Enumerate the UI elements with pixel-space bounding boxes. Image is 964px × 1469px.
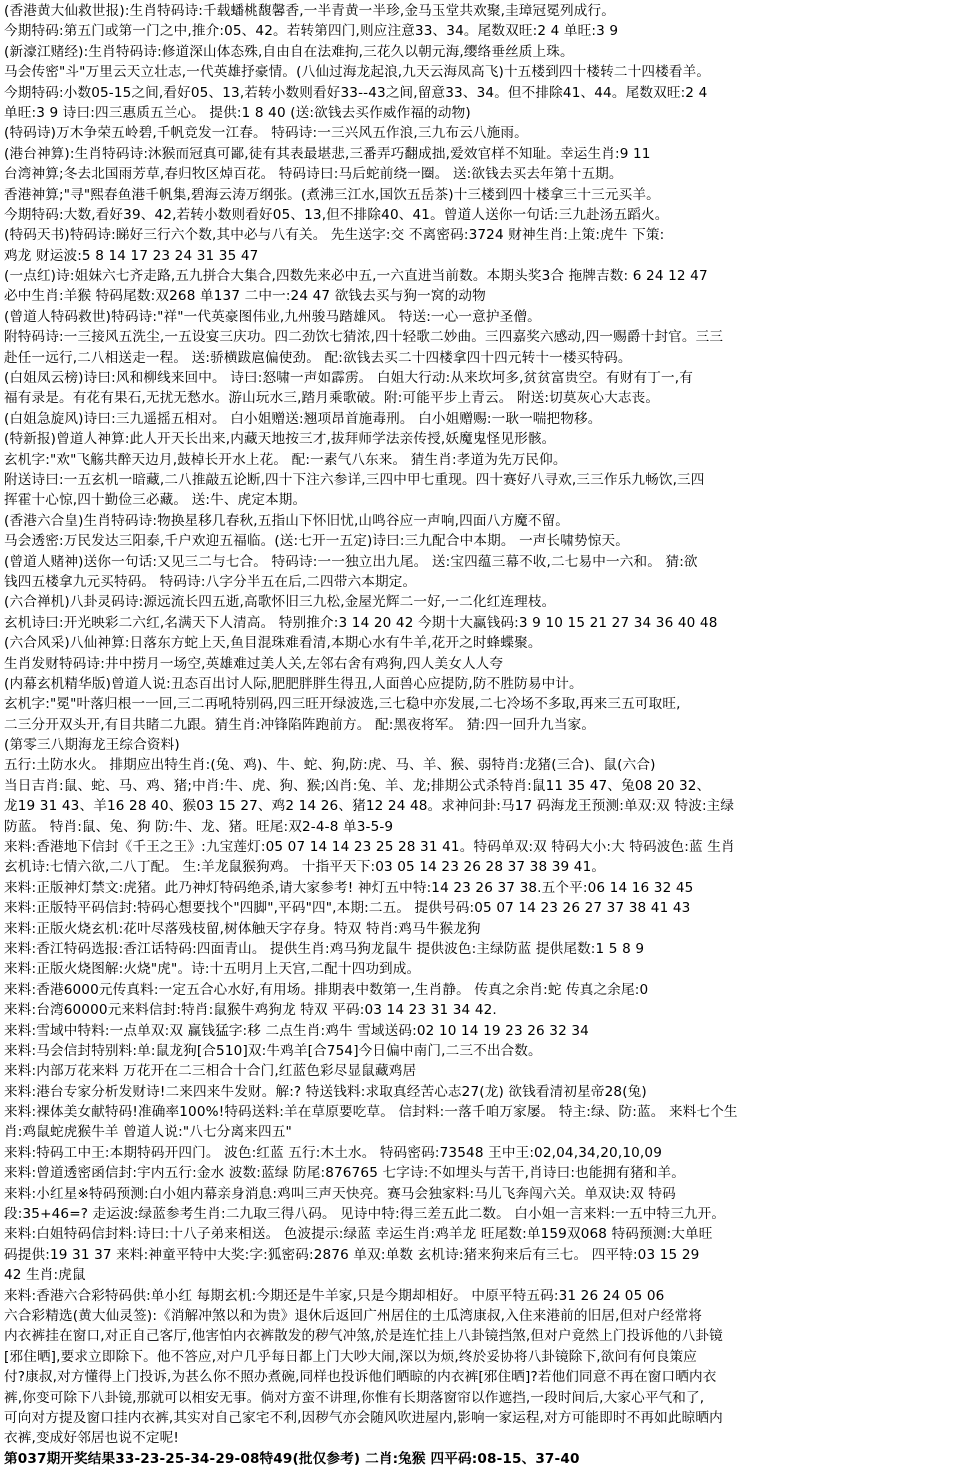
draw-results-footer: 第037期开奖结果33-23-25-34-29-08特49(批仅参考) 二肖:兔猴 四平码:08-15、37-40 [4, 1450, 580, 1467]
text-line: 二三分开双头开,有目共睹二九跟。猜生肖:冲锋陷阵跑前方。 配:黑夜将军。 猜:四一回升九当家。 [4, 716, 596, 733]
text-line: (白姐凤云榜)诗曰:风和柳线来回中。 诗曰:怒啸一声如霹雳。 白姐大行动:从来坎坷多,贫贫富贵空。有财有丁一,有 [4, 370, 693, 387]
text-line: 六合彩精选(黄大仙灵签):《消解冲煞以和为贵》退休后返回广州居住的土瓜湾康叔,入住来港前的旧居,但对户经常将 [4, 1308, 703, 1324]
text-line: 码提供:19 31 37 来料:神童平特中大奖:字:狐密码:2876 单双:单数 玄机诗:猪来狗来后有三七。 四平特:03 15 29 [4, 1246, 700, 1263]
text-line: 今期特码:小数05-15之间,看好05、13,若转小数则看好33--43之间,留意33、34。但不排除41、44。尾数双旺:2 4 [4, 84, 708, 101]
text-line: 来料:香港六合彩特码供:单小红 每期玄机:今期还是牛羊家,只是今期却相好。 中原平特五码:31 26 24 05 06 [4, 1287, 665, 1304]
text-line: 龙19 31 43、羊16 28 40、猴03 15 27、鸡2 14 26、猪12 24 48。求神问卦:马17 码海龙王预测:单双:双 特波:主绿 [4, 798, 735, 815]
text-line: 来料:内部万花来料 万花开在二三相合十合门,红蓝色彩尽显鼠藏鸡居 [4, 1063, 417, 1080]
text-line: (白姐急旋风)诗曰:三九遥摇五相对。 白小姐赠送:翘项昂首施毒刑。 白小姐赠赐:一耿一喘把物移。 [4, 410, 602, 427]
text-line: 单旺:3 9 诗曰:四三惠质五兰心。 提供:1 8 40 (送:欲钱去买作威作福的动物) [4, 104, 471, 121]
text-line: (新濠江赌经):生肖特码诗:修道深山体态殊,自由自在法难拘,三花久以朝元海,缨络垂丝质上珠。 [4, 43, 574, 60]
text-line: 来料:裸体美女献特码!准确率100%!特码送料:羊在草原要吃草。 信封料:一落千咱万家屡。 特主:绿、防:蓝。 来料七个生 [4, 1104, 738, 1121]
text-line: (特码诗)万木争荣五岭碧,千帆竞发一江春。 特码诗:一三兴风五作浪,三九布云八施雨。 [4, 125, 528, 142]
text-line: 来料:正版神灯禁文:虎猪。此乃神灯特码绝杀,请大家参考! 神灯五中特:14 23 26 37 38.五个平:06 14 16 32 45 [4, 879, 694, 896]
text-line: 付?康叔,对方懂得上门投诉,为甚么你不照办煮碗,同样也投诉他们晒晾的内衣裤[邪住晒]?若他们同意不再在窗口晒内衣 [4, 1369, 717, 1386]
text-line: 来料:小红星※特码预测:白小姐内幕亲身消息:鸡叫三声天快亮。赛马会独家料:马儿飞奔闯六关。单双诀:双 特码 [4, 1185, 676, 1202]
text-line: 裤,你变可除下八卦镜,那就可以相安无事。倘对方蛮不讲理,你惟有长期落窗帘以作遮挡,一段时间后,大家心平气和了, [4, 1389, 705, 1406]
text-line: 钱四五楼拿九元买特码。 特码诗:八字分半五在后,二四带六本期定。 [4, 573, 417, 590]
text-line: 42 生肖:虎鼠 [4, 1267, 86, 1284]
text-line: 来料:香港地下信封《千王之王》:九宝莲灯:05 07 14 14 23 25 28 31 41。特码单双:双 特码大小:大 特码波色:蓝 生肖 [4, 839, 735, 856]
text-line: 来料:正版特平码信封:特码心想要找个"四脚",平码"四",本期:二五。 提供号码:05 07 14 23 26 27 37 38 41 43 [4, 900, 691, 917]
text-line: (一点红)诗:姐妹六七齐走路,五九拼合大集合,四数先来必中五,一六直进当前数。本期头奖3合 拖牌吉数: 6 24 12 47 [4, 268, 708, 285]
text-line: 附送诗曰:一五玄机一暗藏,二八推敲五论断,四十下注六参详,三四中甲七重现。四十赛好八寻欢,三三作乐九畅饮,三四 [4, 471, 705, 488]
text-line: (曾道人特码救世)特码诗:"祥"一代英豪图伟业,九州骏马踏雄风。 特送:一心一意护圣僧。 [4, 308, 541, 325]
text-line: 香港神算;"寻"熙春鱼港千帆集,碧海云涛万纲张。(煮沸三江水,国饮五岳茶)十三楼到四十楼拿三十三元买羊。 [4, 186, 660, 203]
text-line: (特新报)曾道人神算:此人开天长出来,内藏天地按三才,拔拜师学法亲传授,妖魔鬼怪见形骸。 [4, 431, 556, 448]
text-line: 来料:马会信封特别料:单:鼠龙狗[合510]双:牛鸡羊[合754]今日偏中南门,二三不出合数。 [4, 1042, 542, 1059]
text-line: 鸡龙 财运波:5 8 14 17 23 24 31 35 47 [4, 247, 259, 264]
text-line: 来料:正版火烧玄机:花叶尽落残枝留,树体触天字存身。特双 特肖:鸡马牛猴龙狗 [4, 920, 481, 937]
text-line: 玄机诗:七情六欲,二八丁配。 生:羊龙鼠猴狗鸡。 十指平天下:03 05 14 23 26 28 37 38 39 41。 [4, 859, 606, 876]
text-line: 内衣裤挂在窗口,对正自己客厅,他害怕内衣裤散发的秽气冲煞,於是连忙挂上八卦镜挡煞,但对户竟然上门投诉他的八卦镜 [4, 1328, 723, 1345]
text-line: 来料:香港6000元传真料:一定五合心水好,有用场。排期表中数第一,生肖静。 传真之余肖:蛇 传真之余尾:0 [4, 981, 649, 998]
text-line: 来料:曾道透密函信封:宇内五行:金水 波数:蓝绿 防尾:876765 七字诗:不如埋头与苦干,肖诗曰:也能拥有猪和羊。 [4, 1165, 686, 1182]
text-line: (六合风采)八仙神算:日落东方蛇上天,鱼目混珠难看清,本期心水有牛羊,花开之时蜂蝶聚。 [4, 635, 542, 652]
text-line: 来料:雪域中特料:一点单双:双 赢钱猛字:移 二点生肖:鸡牛 雪域送码:02 10 14 19 23 26 32 34 [4, 1022, 589, 1039]
text-line: 防蓝。 特肖:鼠、兔、狗 防:牛、龙、猪。旺尾:双2-4-8 单3-5-9 [4, 818, 394, 835]
text-line: [邪住晒],要求立即除下。他不答应,对户几乎每日都上门大吵大闹,深以为烦,终於妥协将八卦镜除下,欲问有何良策应 [4, 1348, 697, 1365]
text-line: 福有录是。有花有果石,无扰无愁水。游山玩水三,踏月乘歌破。附:可能平步上青云。 附送:切莫灰心大志丧。 [4, 390, 660, 407]
text-line: 挥霍十心惊,四十勤俭三必藏。 送:牛、虎定本期。 [4, 492, 307, 509]
text-line: 台湾神算;冬去北国雨芳草,春归牧区焯百花。 特码诗曰:马后蛇前绕一圈。 送:欲钱去买去年第十五期。 [4, 166, 623, 183]
text-line: 今期特码:大数,看好39、42,若转小数则看好05、13,但不排除40、41。曾道人送你一句话:三九赴汤五蹈火。 [4, 206, 669, 223]
text-line: 衣裤,变成好邻居也说不定呢! [4, 1430, 179, 1447]
text-line: (香港六合皇)生肖特码诗:物换星移几春秋,五指山下怀旧忧,山鸣谷应一声响,四面八方魔不留。 [4, 512, 570, 529]
text-line: 必中生肖:羊猴 特码尾数:双268 单137 二中一:24 47 欲钱去买与狗一窝的动物 [4, 288, 486, 305]
text-line: (特码天书)特码诗:睇好三行六个数,其中必与八有关。 先生送字:交 不离密码:3724 财神生肖:上策:虎牛 下策: [4, 227, 665, 244]
text-line: 来料:台湾60000元来料信封:特肖:鼠猴牛鸡狗龙 特双 平码:03 14 23 31 34 42. [4, 1002, 497, 1019]
text-line: 玄机诗曰:开光映彩二六红,名满天下人清高。 特别推介:3 14 20 42 今期十大赢钱码:3 9 10 15 21 27 34 36 40 48 [4, 614, 718, 631]
text-line: (第零三八期海龙王综合资料) [4, 737, 180, 754]
text-line: (六合禅机)八卦灵码诗:源远流长四五逝,高歌怀旧三九松,金屋光辉二一好,一二化红连理枝。 [4, 594, 556, 611]
text-line: 来料:正版火烧图解:火烧"虎"。诗:十五明月上天宫,二配十四功到成。 [4, 961, 421, 978]
text-line: 可向对方提及窗口挂内衣裤,其实对自己家宅不利,因秽气亦会随风吹进屋内,影响一家运程,对方可能即时不再如此晾晒内 [4, 1409, 723, 1426]
text-line: (港台神算):生肖特码诗:沐猴而冠真可鄙,徒有其表最堪悲,三番弄巧翻成拙,爱效官样不知耻。幸运生肖:9 11 [4, 145, 651, 162]
text-line: 来料:港台专家分析发财诗!二来四来牛发财。解:? 特送钱料:求取真经苦心志27(龙) 欲钱看清初星帝28(兔) [4, 1083, 647, 1100]
text-line: 玄机字:"欢"飞觞共醉天边月,鼓棹长开水上花。 配:一素气八东来。 猜生肖:孝道为先万民仰。 [4, 451, 567, 468]
text-line: 来料:特码工中王:本期特码开四门。 波色:红蓝 五行:木土水。 特码密码:73548 王中王:02,04,34,20,10,09 [4, 1144, 662, 1161]
text-line: 生肖发财特码诗:井中捞月一场空,英雄难过美人关,左邻右舍有鸡狗,四人美女人人夸 [4, 655, 504, 672]
text-line: 来料:香江特码选报:香江话特码:四面青山。 提供生肖:鸡马狗龙鼠牛 提供波色:主绿防蓝 提供尾数:1 5 8 9 [4, 940, 645, 957]
text-line: 五行:土防水火。 排期应出特生肖:(兔、鸡)、牛、蛇、狗,防:虎、马、羊、猴、弱特肖:龙猪(三合)、鼠(六合) [4, 757, 656, 774]
text-line: (曾道人赌神)送你一句话:又见三二与七合。 特码诗:一一独立出九尾。 送:宝四蕴三幕不收,二七易中一六和。 猜:欲 [4, 553, 698, 570]
text-line: 赴任一远行,二八相送走一程。 送:骄横跋扈偏使劲。 配:欲钱去买二十四楼拿四十四元转十一楼买特码。 [4, 349, 632, 366]
text-line: 来料:白姐特码信封料:诗曰:十八子弟来相送。 色波提示:绿蓝 幸运生肖:鸡羊龙 旺尾数:单159双068 特码预测:大单旺 [4, 1226, 713, 1243]
text-line: 肖:鸡鼠蛇虎猴牛羊 曾道人说:"八七分离来四五" [4, 1124, 292, 1141]
text-line: (香港黄大仙救世报):生肖特码诗:千载蟠桃馥馨香,一半青黄一半珍,金马玉堂共欢聚,圭璋冠冕列成行。 [4, 3, 616, 19]
text-line: 附特码诗:一三接风五洗尘,一五设宴三庆功。四二劲饮七猜浓,四十轻歌二妙曲。三四嘉奖六感动,四一赐爵十封官。三三 [4, 329, 724, 346]
text-line: 今期特码:第五门或第一门之中,推介:05、42。若转第四门,则应注意33、34。尾数双旺:2 4 单旺:3 9 [4, 23, 619, 40]
text-line: 马会传密"斗"万里云天立壮志,一代英雄抒豪情。(八仙过海龙起浪,九天云海凤高飞)十五楼到四十楼转二十四楼看羊。 [4, 64, 711, 81]
text-line: 当日吉肖:鼠、蛇、马、鸡、猪;中肖:牛、虎、狗、猴;凶肖:兔、羊、龙;排期公式杀特肖:鼠11 35 47、兔08 20 32、 [4, 777, 711, 794]
text-line: 玄机字:"冕"叶落归根一一回,三二再吼特别码,四三旺开绿波选,三七稳中亦发展,二七冷场不多取,再来三五可取旺, [4, 696, 681, 713]
text-line: (内幕玄机精华版)曾道人说:丑态百出讨人际,肥肥胖胖生得丑,人面兽心应提防,防不胜防易中计。 [4, 675, 583, 692]
text-line: 段:35+46=? 走运波:绿蓝参考生肖:二九取三得八码。 见诗中特:得三差五此二数。 白小姐一言来料:一五中特三九开。 [4, 1206, 726, 1223]
text-line: 马会透密:万民发达三阳泰,千户欢迎五福临。(送:七开一五定)诗曰:三九配合中本期。 一声长啸势惊天。 [4, 533, 630, 550]
